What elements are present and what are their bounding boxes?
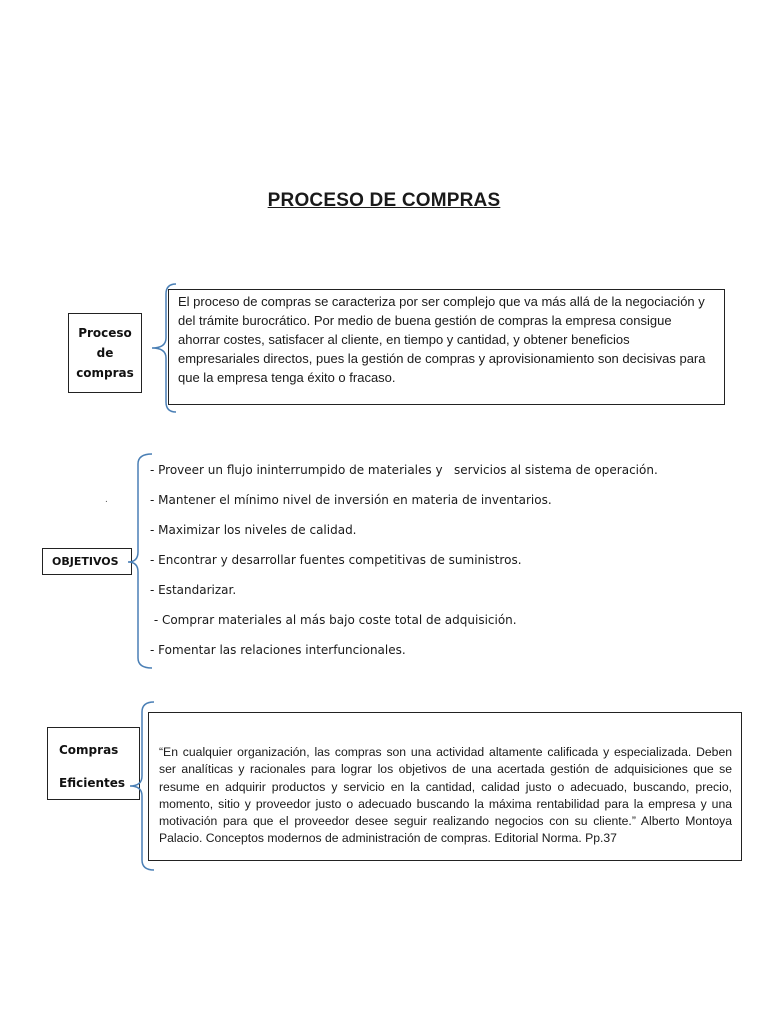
objective-item: - Maximizar los niveles de calidad.: [150, 523, 357, 537]
proceso-description-text: El proceso de compras se caracteriza por ser complejo que va más allá de la negociación y del trámite burocrático. Por medio de buena gestión de compras la empresa consigue ahorrar costes, satisfacer al cliente, en tiempo y cantidad, y obtener beneficios empresariales directos, pues la gestión de compras y aprovisionamiento son decisivas para que la empresa tenga éxito o fracaso.: [178, 294, 706, 385]
objective-item: - Proveer un flujo ininterrumpido de materiales y servicios al sistema de operación.: [150, 463, 658, 477]
label-line: Compras: [59, 743, 119, 757]
quote-text: “En cualquier organización, las compras son una actividad altamente calificada y especializada. Deben ser analíticas y racionales para lograr los objetivos de una acertada gestión de adquisiciones que se resume en adquirir productos y servicio en la cantidad, calidad justo o adecuado, buscando, precio, momento, sitio y proveedor justo o adecuado buscando la máxima rentabilidad para la empresa y una motivación para que el proveedor desee seguir realizando negocios con su cliente.” Alberto Montoya Palacio. Conceptos modernos de administración de compras. Editorial Norma. Pp.37: [159, 745, 732, 846]
objetivos-label: OBJETIVOS: [42, 548, 132, 575]
quote-box: [148, 712, 742, 861]
objective-item: - Fomentar las relaciones interfuncionales.: [150, 643, 406, 657]
label-line: de: [96, 346, 114, 360]
label-line: compras: [76, 366, 134, 380]
objective-item: - Encontrar y desarrollar fuentes competitivas de suministros.: [150, 553, 522, 567]
label-line: Proceso: [78, 326, 132, 340]
page-title: PROCESO DE COMPRAS: [267, 190, 501, 211]
objective-item: - Mantener el mínimo nivel de inversión en materia de inventarios.: [150, 493, 552, 507]
label-line: Eficientes: [59, 776, 126, 790]
proceso-description-box: [168, 289, 725, 405]
proceso-de-compras-label: [68, 313, 142, 393]
objective-item: - Estandarizar.: [150, 583, 237, 597]
stray-mark: .: [105, 494, 108, 505]
objective-item: - Comprar materiales al más bajo coste total de adquisición.: [150, 613, 517, 627]
